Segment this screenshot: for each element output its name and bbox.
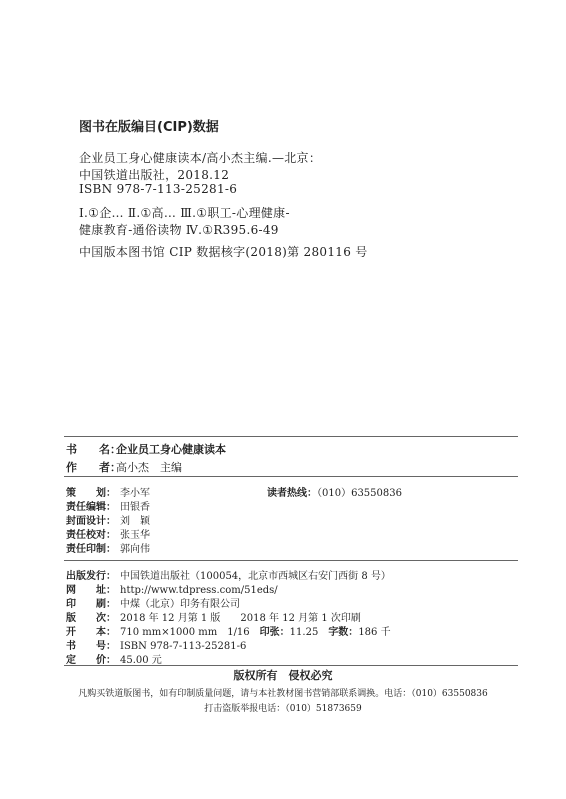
printer-row (66, 595, 240, 610)
cip-heading: 图书在版编目(CIP)数据 (79, 120, 219, 135)
book-title-row (66, 441, 226, 457)
url-row (66, 581, 278, 596)
staff-value: 刘 颖 (120, 516, 150, 527)
divider (64, 560, 518, 561)
staff-value: 李小军 (120, 488, 150, 499)
staff-value: 郭向伟 (120, 544, 150, 555)
cip-line: 中国铁道出版社，2018.12 (79, 168, 230, 182)
hotline-value: （010）63550836 (317, 488, 402, 499)
url-label: 网 址： (66, 585, 116, 596)
book-title-label: 书 名： (66, 443, 121, 456)
divider (64, 476, 518, 477)
cip-line: 企业员工身心健康读本/高小杰主编.—北京： (79, 151, 322, 165)
quality-notice: 凡购买铁道版图书，如有印制质量问题，请与本社教材图书营销部联系调换。电话：（010）63550836 (78, 689, 488, 699)
staff-label: 策 划： (66, 488, 116, 499)
isbn-value: ISBN 978-7-113-25281-6 (120, 641, 247, 652)
publisher-label: 出版发行： (66, 571, 116, 582)
cip-line: 健康教育-通俗读物 Ⅳ.①R395.6-49 (79, 223, 279, 237)
staff-row (66, 498, 150, 513)
sheets-value: 11.25 (289, 627, 329, 638)
format-row (66, 623, 391, 638)
words-value: 186 千 (358, 627, 391, 638)
edition-label: 版 次： (66, 613, 116, 624)
staff-row (66, 526, 150, 541)
price-value: 45.00 元 (120, 655, 162, 666)
edition-value: 2018 年 12 月第 1 版 2018 年 12 月第 1 次印刷 (120, 613, 361, 624)
staff-label: 责任编辑： (66, 502, 116, 513)
isbn-label: 书 号： (66, 641, 116, 652)
sheets-label: 印张： (259, 627, 290, 638)
url-value: http://www.tdpress.com/51eds/ (120, 585, 278, 596)
rights-title: 版权所有 侵权必究 (233, 669, 333, 682)
divider (64, 436, 518, 437)
hotline-label: 读者热线： (267, 488, 317, 499)
book-author-row (66, 459, 182, 475)
cip-line: Ⅰ.①企… Ⅱ.①高… Ⅲ.①职工-心理健康- (79, 206, 290, 220)
piracy-notice: 打击盗版举报电话：（010）51873659 (204, 704, 362, 714)
words-label: 字数： (328, 627, 359, 638)
staff-row (66, 540, 150, 555)
cip-line: 中国版本图书馆 CIP 数据核字(2018)第 280116 号 (79, 245, 368, 259)
price-row (66, 651, 162, 666)
staff-row (66, 512, 150, 527)
publisher-value: 中国铁道出版社（100054，北京市西城区右安门西街 8 号） (120, 571, 391, 582)
isbn-row (66, 637, 246, 652)
staff-row (66, 484, 150, 499)
staff-value: 田银香 (120, 502, 150, 513)
reader-hotline (267, 484, 402, 499)
printer-value: 中煤（北京）印务有限公司 (120, 599, 240, 610)
staff-label: 责任印制： (66, 544, 116, 555)
price-label: 定 价： (66, 655, 116, 666)
staff-value: 张玉华 (120, 530, 150, 541)
staff-label: 责任校对： (66, 530, 116, 541)
format-label: 开 本： (66, 627, 116, 638)
book-title: 企业员工身心健康读本 (116, 443, 226, 456)
divider (64, 665, 518, 666)
format-value: 710 mm×1000 mm 1/16 (120, 627, 260, 638)
printer-label: 印 刷： (66, 599, 116, 610)
edition-row (66, 609, 361, 624)
book-author: 高小杰 主编 (116, 461, 182, 474)
cip-line: ISBN 978-7-113-25281-6 (79, 182, 238, 196)
staff-label: 封面设计： (66, 516, 116, 527)
publisher-row (66, 567, 391, 582)
book-author-label: 作 者： (66, 461, 121, 474)
